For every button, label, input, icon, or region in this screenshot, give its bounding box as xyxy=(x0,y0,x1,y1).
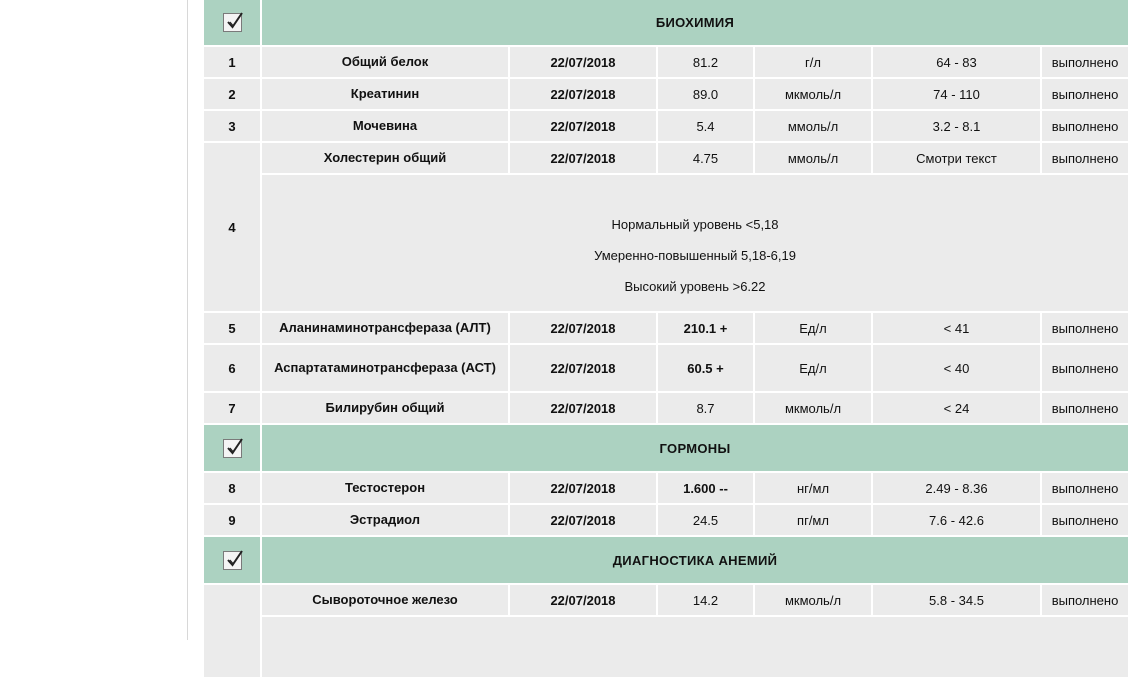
test-status: выполнено xyxy=(1042,47,1128,77)
section-select-cell[interactable] xyxy=(204,537,260,583)
test-value: 89.0 xyxy=(658,79,753,109)
test-unit: пг/мл xyxy=(755,505,871,535)
test-name: Тестостерон xyxy=(262,473,508,503)
section-title: ГОРМОНЫ xyxy=(262,425,1128,471)
reference-range: 5.8 - 34.5 xyxy=(873,585,1040,615)
test-date: 22/07/2018 xyxy=(510,473,656,503)
test-date: 22/07/2018 xyxy=(510,143,656,173)
test-value: 4.75 xyxy=(658,143,753,173)
test-unit: нг/мл xyxy=(755,473,871,503)
table-row xyxy=(204,79,1128,109)
note-row xyxy=(204,617,1128,677)
reference-range: 74 - 110 xyxy=(873,79,1040,109)
test-date: 22/07/2018 xyxy=(510,313,656,343)
test-date: 22/07/2018 xyxy=(510,505,656,535)
test-name: Аспартатаминотрансфераза (АСТ) xyxy=(262,345,508,391)
test-value: 60.5 + xyxy=(658,345,753,391)
test-unit: г/л xyxy=(755,47,871,77)
row-number: 2 xyxy=(204,79,260,109)
test-unit: Ед/л xyxy=(755,345,871,391)
table-row xyxy=(204,393,1128,423)
test-name: Сывороточное железо xyxy=(262,585,508,615)
table-row xyxy=(204,111,1128,141)
test-date: 22/07/2018 xyxy=(510,79,656,109)
test-value: 1.600 -- xyxy=(658,473,753,503)
checkbox-checked-icon[interactable] xyxy=(223,551,242,570)
test-name: Холестерин общий xyxy=(262,143,508,173)
row-number: 6 xyxy=(204,345,260,391)
test-unit: ммоль/л xyxy=(755,111,871,141)
test-status: выполнено xyxy=(1042,313,1128,343)
reference-range: < 24 xyxy=(873,393,1040,423)
reference-note xyxy=(262,617,1128,677)
test-name: Аланинаминотрансфераза (АЛТ) xyxy=(262,313,508,343)
test-unit: мкмоль/л xyxy=(755,79,871,109)
test-unit: мкмоль/л xyxy=(755,393,871,423)
note-line: Нормальный уровень <5,18 xyxy=(611,216,779,232)
test-date: 22/07/2018 xyxy=(510,47,656,77)
test-date: 22/07/2018 xyxy=(510,111,656,141)
test-status: выполнено xyxy=(1042,393,1128,423)
test-status: выполнено xyxy=(1042,345,1128,391)
test-value: 210.1 + xyxy=(658,313,753,343)
test-status: выполнено xyxy=(1042,143,1128,173)
test-status: выполнено xyxy=(1042,505,1128,535)
table-row xyxy=(204,313,1128,343)
test-value: 81.2 xyxy=(658,47,753,77)
test-name: Мочевина xyxy=(262,111,508,141)
test-value: 14.2 xyxy=(658,585,753,615)
row-number: 1 xyxy=(204,47,260,77)
lab-results-table xyxy=(202,0,1130,679)
row-number xyxy=(204,585,260,677)
row-number: 5 xyxy=(204,313,260,343)
checkbox-checked-icon[interactable] xyxy=(223,13,242,32)
table-row xyxy=(204,143,1128,173)
test-value: 5.4 xyxy=(658,111,753,141)
test-unit: мкмоль/л xyxy=(755,585,871,615)
test-status: выполнено xyxy=(1042,473,1128,503)
reference-range: < 40 xyxy=(873,345,1040,391)
test-value: 24.5 xyxy=(658,505,753,535)
test-name: Креатинин xyxy=(262,79,508,109)
test-date: 22/07/2018 xyxy=(510,345,656,391)
reference-range: 2.49 - 8.36 xyxy=(873,473,1040,503)
section-header-biochem xyxy=(204,0,1128,45)
reference-range: 3.2 - 8.1 xyxy=(873,111,1040,141)
test-status: выполнено xyxy=(1042,111,1128,141)
row-number: 3 xyxy=(204,111,260,141)
test-date: 22/07/2018 xyxy=(510,393,656,423)
test-unit: ммоль/л xyxy=(755,143,871,173)
reference-range: Смотри текст xyxy=(873,143,1040,173)
test-date: 22/07/2018 xyxy=(510,585,656,615)
test-status: выполнено xyxy=(1042,585,1128,615)
reference-note xyxy=(262,175,1128,311)
note-line: Высокий уровень >6.22 xyxy=(624,278,766,294)
row-number: 4 xyxy=(204,143,260,311)
table-row xyxy=(204,585,1128,615)
test-name: Эстрадиол xyxy=(262,505,508,535)
checkbox-checked-icon[interactable] xyxy=(223,439,242,458)
table-row xyxy=(204,47,1128,77)
section-header-hormones xyxy=(204,425,1128,471)
section-select-cell[interactable] xyxy=(204,425,260,471)
table-row xyxy=(204,473,1128,503)
row-number: 9 xyxy=(204,505,260,535)
note-row xyxy=(204,175,1128,311)
test-unit: Ед/л xyxy=(755,313,871,343)
section-title: ДИАГНОСТИКА АНЕМИЙ xyxy=(262,537,1128,583)
reference-range: 64 - 83 xyxy=(873,47,1040,77)
test-name: Общий белок xyxy=(262,47,508,77)
test-name: Билирубин общий xyxy=(262,393,508,423)
section-title: БИОХИМИЯ xyxy=(262,0,1128,45)
reference-range: 7.6 - 42.6 xyxy=(873,505,1040,535)
note-line: Умеренно-повышенный 5,18-6,19 xyxy=(594,247,796,263)
table-row xyxy=(204,505,1128,535)
test-value: 8.7 xyxy=(658,393,753,423)
test-status: выполнено xyxy=(1042,79,1128,109)
section-header-anemia xyxy=(204,537,1128,583)
reference-range: < 41 xyxy=(873,313,1040,343)
table-row xyxy=(204,345,1128,391)
section-select-cell[interactable] xyxy=(204,0,260,45)
row-number: 8 xyxy=(204,473,260,503)
row-number: 7 xyxy=(204,393,260,423)
